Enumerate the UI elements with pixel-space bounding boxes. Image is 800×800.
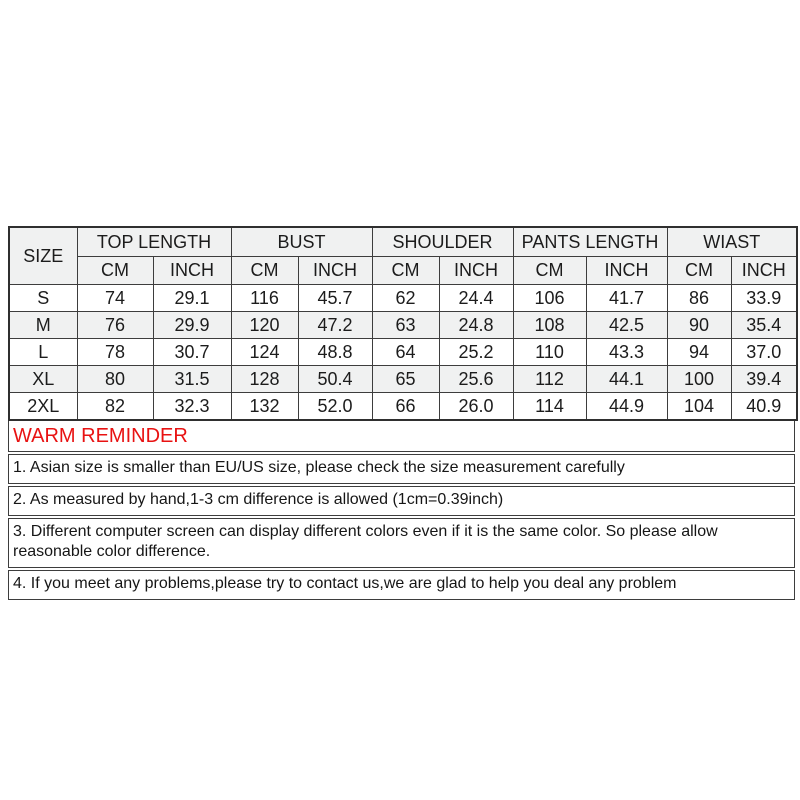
measurement-cell: 65 (372, 366, 439, 393)
unit-header-inch: INCH (298, 257, 372, 285)
unit-header-inch: INCH (153, 257, 231, 285)
measurement-cell: 50.4 (298, 366, 372, 393)
measurement-cell: 45.7 (298, 285, 372, 312)
measurement-cell: 48.8 (298, 339, 372, 366)
unit-header-cm: CM (231, 257, 298, 285)
measurement-cell: 106 (513, 285, 586, 312)
reminder-note-4: 4. If you meet any problems,please try to contact us,we are glad to help you deal any problem (8, 570, 795, 600)
col-header-top-length: TOP LENGTH (77, 227, 231, 257)
unit-header-cm: CM (513, 257, 586, 285)
size-table (8, 226, 798, 421)
measurement-cell: 31.5 (153, 366, 231, 393)
measurement-cell: 82 (77, 393, 153, 421)
measurement-cell: 24.4 (439, 285, 513, 312)
measurement-cell: 62 (372, 285, 439, 312)
measurement-cell: 94 (667, 339, 731, 366)
measurement-cell: 124 (231, 339, 298, 366)
measurement-cell: 132 (231, 393, 298, 421)
size-cell: L (9, 339, 77, 366)
measurement-cell: 120 (231, 312, 298, 339)
col-header-bust: BUST (231, 227, 372, 257)
measurement-cell: 30.7 (153, 339, 231, 366)
measurement-cell: 42.5 (586, 312, 667, 339)
measurement-cell: 24.8 (439, 312, 513, 339)
measurement-cell: 100 (667, 366, 731, 393)
size-row (9, 366, 797, 393)
measurement-cell: 26.0 (439, 393, 513, 421)
size-row (9, 339, 797, 366)
size-cell: 2XL (9, 393, 77, 421)
size-cell: S (9, 285, 77, 312)
size-row (9, 285, 797, 312)
reminder-note-1: 1. Asian size is smaller than EU/US size, please check the size measurement carefully (8, 454, 795, 484)
measurement-cell: 74 (77, 285, 153, 312)
measurement-cell: 41.7 (586, 285, 667, 312)
measurement-cell: 110 (513, 339, 586, 366)
measurement-cell: 29.9 (153, 312, 231, 339)
measurement-cell: 35.4 (731, 312, 797, 339)
unit-header-inch: INCH (439, 257, 513, 285)
size-chart-sheet (8, 226, 795, 600)
measurement-cell: 104 (667, 393, 731, 421)
measurement-cell: 25.2 (439, 339, 513, 366)
unit-header-row (9, 257, 797, 285)
col-header-shoulder: SHOULDER (372, 227, 513, 257)
measurement-cell: 114 (513, 393, 586, 421)
measurement-cell: 112 (513, 366, 586, 393)
size-cell: XL (9, 366, 77, 393)
unit-header-cm: CM (372, 257, 439, 285)
col-header-pants-length: PANTS LENGTH (513, 227, 667, 257)
size-table-body (9, 285, 797, 421)
measurement-cell: 90 (667, 312, 731, 339)
measurement-cell: 39.4 (731, 366, 797, 393)
measurement-cell: 66 (372, 393, 439, 421)
unit-header-inch: INCH (586, 257, 667, 285)
measurement-cell: 78 (77, 339, 153, 366)
size-row (9, 393, 797, 421)
measurement-cell: 25.6 (439, 366, 513, 393)
measurement-cell: 63 (372, 312, 439, 339)
measurement-cell: 52.0 (298, 393, 372, 421)
size-row (9, 312, 797, 339)
measurement-cell: 44.1 (586, 366, 667, 393)
measurement-cell: 32.3 (153, 393, 231, 421)
col-header-size: SIZE (9, 227, 77, 285)
measurement-cell: 108 (513, 312, 586, 339)
unit-header-cm: CM (77, 257, 153, 285)
measurement-cell: 76 (77, 312, 153, 339)
col-header-wiast: WIAST (667, 227, 797, 257)
group-header-row (9, 227, 797, 257)
measurement-cell: 86 (667, 285, 731, 312)
unit-header-cm: CM (667, 257, 731, 285)
warm-reminder-title: WARM REMINDER (8, 421, 795, 452)
size-cell: M (9, 312, 77, 339)
measurement-cell: 37.0 (731, 339, 797, 366)
measurement-cell: 40.9 (731, 393, 797, 421)
measurement-cell: 64 (372, 339, 439, 366)
measurement-cell: 44.9 (586, 393, 667, 421)
measurement-cell: 116 (231, 285, 298, 312)
measurement-cell: 33.9 (731, 285, 797, 312)
measurement-cell: 43.3 (586, 339, 667, 366)
measurement-cell: 29.1 (153, 285, 231, 312)
reminder-note-3: 3. Different computer screen can display different colors even if it is the same color. So please allow reasonable color difference. (8, 518, 795, 569)
measurement-cell: 80 (77, 366, 153, 393)
measurement-cell: 128 (231, 366, 298, 393)
size-table-header (9, 227, 797, 285)
unit-header-inch: INCH (731, 257, 797, 285)
measurement-cell: 47.2 (298, 312, 372, 339)
reminder-note-2: 2. As measured by hand,1-3 cm difference is allowed (1cm=0.39inch) (8, 486, 795, 516)
